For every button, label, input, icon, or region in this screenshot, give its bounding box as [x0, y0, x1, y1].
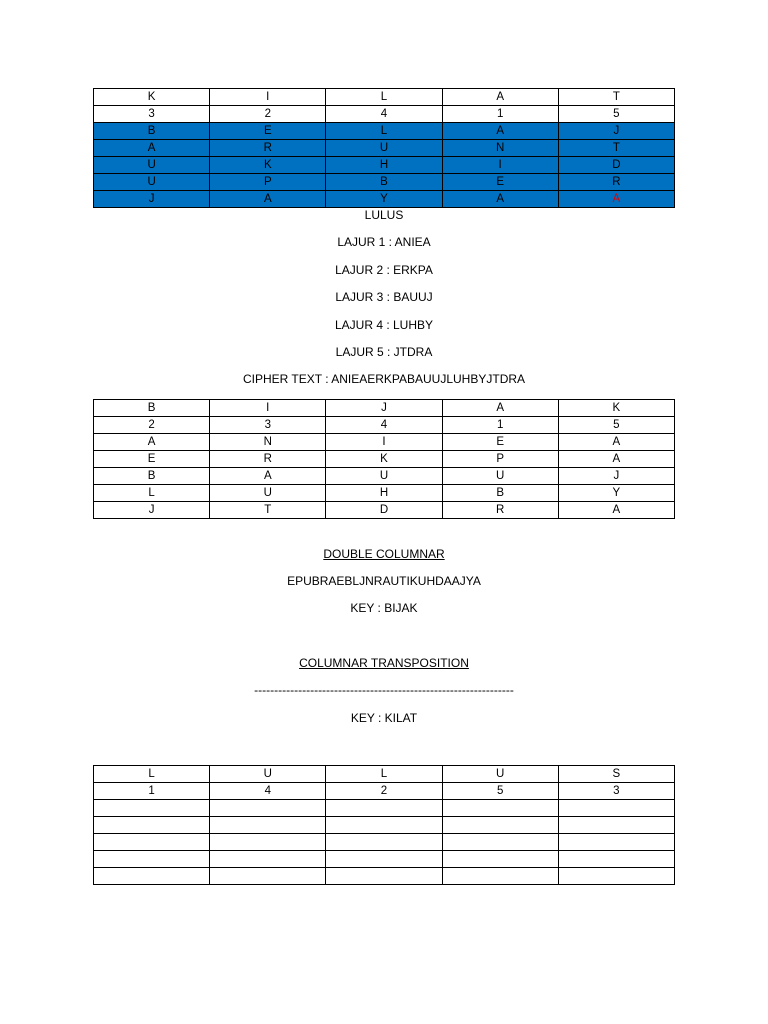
table-row	[94, 502, 675, 519]
double-columnar-heading: DOUBLE COLUMNAR	[323, 547, 445, 561]
table-cell	[558, 868, 674, 885]
table-cell: 3	[210, 417, 326, 434]
table-cell: K	[558, 400, 674, 417]
table-row	[94, 468, 675, 485]
table-cell: 1	[94, 783, 210, 800]
table-cell: U	[210, 485, 326, 502]
table-cell: K	[326, 451, 442, 468]
table-cell: Y	[326, 191, 442, 208]
table-row-order	[94, 106, 675, 123]
table-cell: U	[210, 766, 326, 783]
lajur-line: LAJUR 3 : BAUUJ	[335, 290, 433, 304]
table-cell	[558, 851, 674, 868]
table-cell: A	[442, 400, 558, 417]
lajur-line: LAJUR 1 : ANIEA	[337, 235, 431, 249]
table-bijak-cipher	[93, 399, 675, 519]
table-cell-padding: A	[558, 191, 674, 208]
table-cell: T	[558, 89, 674, 106]
table-cell: 4	[326, 417, 442, 434]
table-cell: K	[210, 157, 326, 174]
table-row	[94, 174, 675, 191]
table-cell: J	[558, 123, 674, 140]
table-cell: J	[558, 468, 674, 485]
table-cell	[558, 834, 674, 851]
table-cell: I	[326, 434, 442, 451]
table-cell: 4	[326, 106, 442, 123]
cipher-text: CIPHER TEXT : ANIEAERKPABAUUJLUHBYJTDRA	[242, 372, 526, 386]
table-cell	[210, 800, 326, 817]
table-row-empty	[94, 817, 675, 834]
table-lulus-empty	[93, 765, 675, 885]
table-row-order	[94, 417, 675, 434]
table-cell: A	[442, 123, 558, 140]
table-cell: U	[442, 766, 558, 783]
table-cell: L	[94, 485, 210, 502]
table-cell: R	[442, 502, 558, 519]
table-cell: B	[94, 468, 210, 485]
table-cell: I	[442, 157, 558, 174]
table-cell: A	[94, 140, 210, 157]
table-cell: U	[94, 174, 210, 191]
table-row	[94, 140, 675, 157]
table-row	[94, 191, 675, 208]
double-columnar-key: KEY : BIJAK	[350, 601, 418, 615]
table-cell: E	[94, 451, 210, 468]
table-cell	[558, 817, 674, 834]
table-row	[94, 434, 675, 451]
table-cell: 1	[442, 106, 558, 123]
table-row	[94, 123, 675, 140]
table-cell: R	[210, 451, 326, 468]
table-cell: H	[326, 157, 442, 174]
lajur-line: LAJUR 2 : ERKPA	[335, 263, 433, 277]
table-cell: E	[442, 434, 558, 451]
table-row	[94, 451, 675, 468]
table-cell: K	[94, 89, 210, 106]
columnar-transposition-key: KEY : KILAT	[350, 711, 418, 725]
table-cell: J	[94, 502, 210, 519]
table-row	[94, 157, 675, 174]
table-cell: D	[558, 157, 674, 174]
table-row-key	[94, 766, 675, 783]
table-cell: S	[558, 766, 674, 783]
table-cell: L	[326, 123, 442, 140]
table-cell: P	[442, 451, 558, 468]
table-cell: 5	[558, 106, 674, 123]
dashed-divider: -----------------------------------------------------------------	[254, 683, 514, 697]
table-cell: I	[210, 89, 326, 106]
table-cell: B	[326, 174, 442, 191]
table-cell	[210, 817, 326, 834]
table-cell	[326, 851, 442, 868]
table-cell	[210, 851, 326, 868]
table-cell: L	[326, 766, 442, 783]
table-cell: T	[558, 140, 674, 157]
table-cell: D	[326, 502, 442, 519]
table-cell: U	[326, 468, 442, 485]
table-cell	[442, 868, 558, 885]
table-row-empty	[94, 868, 675, 885]
table-cell: I	[210, 400, 326, 417]
lajur-line: LAJUR 4 : LUHBY	[334, 318, 434, 332]
table-row-key	[94, 400, 675, 417]
table-cell: 5	[558, 417, 674, 434]
table-cell: H	[326, 485, 442, 502]
table-cell: U	[326, 140, 442, 157]
table-row-key	[94, 89, 675, 106]
table-cell: 3	[558, 783, 674, 800]
table-cell: A	[94, 434, 210, 451]
table-cell: U	[94, 157, 210, 174]
table-cell	[94, 800, 210, 817]
table-cell: T	[210, 502, 326, 519]
table-cell: A	[210, 468, 326, 485]
table-cell: A	[442, 89, 558, 106]
table-cell: 4	[210, 783, 326, 800]
table-cell: J	[94, 191, 210, 208]
table-cell: A	[558, 451, 674, 468]
table-cell: A	[558, 434, 674, 451]
table-cell: L	[326, 89, 442, 106]
table-cell: B	[442, 485, 558, 502]
table-row-empty	[94, 834, 675, 851]
columnar-transposition-heading: COLUMNAR TRANSPOSITION	[299, 656, 469, 670]
table-cell	[94, 817, 210, 834]
table-cell: 5	[442, 783, 558, 800]
table-cell: B	[94, 123, 210, 140]
table-cell	[210, 834, 326, 851]
table-cell: A	[558, 502, 674, 519]
plaintext-label: LULUS	[364, 208, 404, 222]
table-kilat-cipher	[93, 88, 675, 208]
table-cell: 2	[210, 106, 326, 123]
table-cell: L	[94, 766, 210, 783]
table-row-order	[94, 783, 675, 800]
table-cell: 3	[94, 106, 210, 123]
table-cell	[442, 817, 558, 834]
table-cell	[442, 851, 558, 868]
table-cell: A	[210, 191, 326, 208]
table-cell	[442, 800, 558, 817]
table-cell: A	[442, 191, 558, 208]
table-cell	[326, 868, 442, 885]
table-cell	[326, 800, 442, 817]
table-cell	[94, 868, 210, 885]
table-row-empty	[94, 851, 675, 868]
table-cell: N	[442, 140, 558, 157]
table-cell: N	[210, 434, 326, 451]
table-cell: E	[442, 174, 558, 191]
double-columnar-ciphertext: EPUBRAEBLJNRAUTIKUHDAAJYA	[287, 574, 481, 588]
table-cell: R	[558, 174, 674, 191]
table-cell: J	[326, 400, 442, 417]
table-row-empty	[94, 800, 675, 817]
table-cell	[326, 817, 442, 834]
table-cell	[558, 800, 674, 817]
table-cell: P	[210, 174, 326, 191]
table-cell	[210, 868, 326, 885]
table-cell: B	[94, 400, 210, 417]
table-row	[94, 485, 675, 502]
table-cell: Y	[558, 485, 674, 502]
table-cell	[94, 851, 210, 868]
table-cell: 2	[326, 783, 442, 800]
table-cell	[326, 834, 442, 851]
table-cell: 1	[442, 417, 558, 434]
table-cell: 2	[94, 417, 210, 434]
table-cell	[94, 834, 210, 851]
table-cell	[442, 834, 558, 851]
lajur-line: LAJUR 5 : JTDRA	[335, 345, 433, 359]
table-cell: R	[210, 140, 326, 157]
table-cell: U	[442, 468, 558, 485]
table-cell: E	[210, 123, 326, 140]
